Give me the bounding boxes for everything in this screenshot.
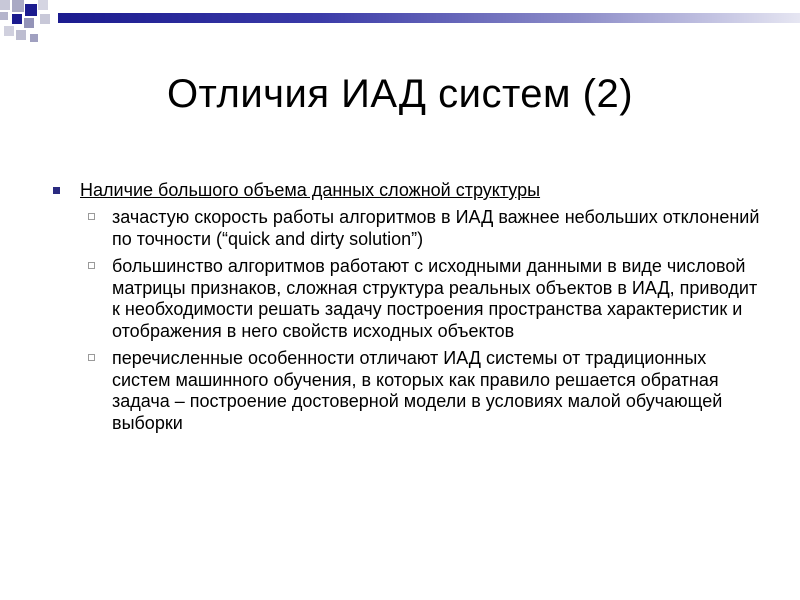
slide-content bbox=[48, 180, 768, 440]
corner-decoration bbox=[0, 0, 60, 60]
header-gradient-bar bbox=[58, 13, 800, 23]
sub-bullet-text: зачастую скорость работы алгоритмов в ИАД важнее небольших отклонений по точности (“quick and dirty solution”) bbox=[112, 207, 760, 249]
main-bullet-item bbox=[48, 180, 768, 201]
hollow-square-bullet-icon bbox=[88, 262, 95, 269]
square-bullet-icon bbox=[53, 187, 60, 194]
sub-bullet-item bbox=[48, 207, 768, 250]
main-bullet-text: Наличие большого объема данных сложной структуры bbox=[80, 180, 541, 200]
sub-bullet-text: большинство алгоритмов работают с исходными данными в виде числовой матрицы признаков, сложная структура реальных объектов в ИАД, приводит к необходимости решать задачу построения пространства характеристик и отображения в него свойств исходных объектов bbox=[112, 256, 758, 341]
hollow-square-bullet-icon bbox=[88, 354, 95, 361]
sub-bullet-item bbox=[48, 348, 768, 434]
slide-title: Отличия ИАД систем (2) bbox=[166, 72, 634, 116]
sub-bullet-item bbox=[48, 256, 768, 342]
sub-bullet-text: перечисленные особенности отличают ИАД системы от традиционных систем машинного обучения, в которых как правило решается обратная задача – построение достоверной модели в условиях малой обучающей выборки bbox=[112, 348, 723, 433]
hollow-square-bullet-icon bbox=[88, 213, 95, 220]
